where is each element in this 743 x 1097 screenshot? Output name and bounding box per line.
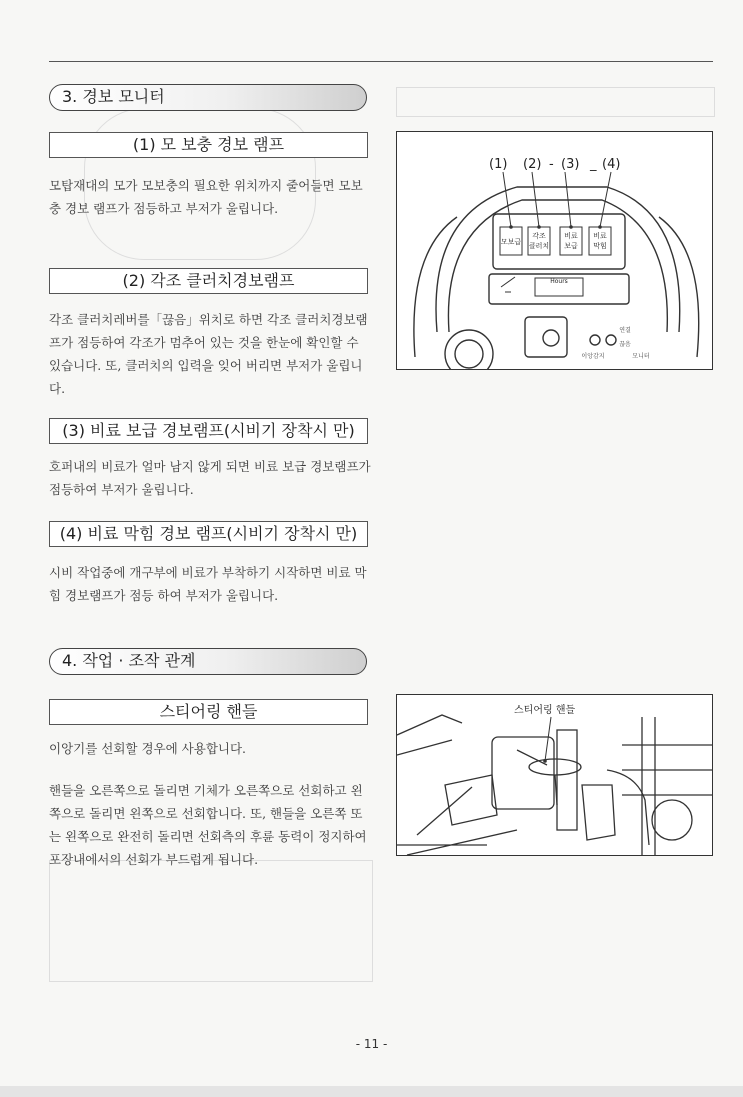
label-disconnect: 끊음 <box>619 341 631 348</box>
heading-fertilizer-supply: (3) 비료 보급 경보램프(시비기 장착시 만) <box>49 418 368 444</box>
body-fertilizer-clog: 시비 작업중에 개구부에 비료가 부착하기 시작하면 비료 막힘 경보램프가 점등 하여 부저가 울립니다. <box>49 565 367 603</box>
section-4-title: 4. 작업 · 조작 관계 <box>49 648 367 675</box>
ghost-header-box <box>396 87 715 117</box>
body-fertilizer-supply: 호퍼내의 비료가 얼마 남지 않게 되면 비료 보급 경보램프가 점등하여 부저가 울립니다. <box>49 459 371 497</box>
body-steering-intro: 이앙기를 선회할 경우에 사용합니다. <box>49 741 247 756</box>
label-monitor: 모니터 <box>632 353 650 360</box>
heading-clutch-alarm: (2) 각조 클러치경보램프 <box>49 268 368 294</box>
callout-3: (3) <box>561 157 580 172</box>
lamp-seedling-label: 모보급 <box>500 238 522 246</box>
header-rule <box>49 61 713 62</box>
callout-dash: - <box>549 157 554 172</box>
page-number: - 11 - <box>355 1037 388 1051</box>
bottom-scan-band <box>0 1086 743 1097</box>
monitor-panel-drawing <box>397 132 713 370</box>
heading-steering-handle: 스티어링 핸들 <box>49 699 368 725</box>
steering-handle-drawing <box>397 695 713 856</box>
body-steering-detail: 핸들을 오른쪽으로 돌리면 기체가 오른쪽으로 선회하고 왼쪽으로 돌리면 왼쪽으로 선회합니다. 또, 핸들을 오른쪽 또는 왼쪽으로 완전히 돌리면 선회측의 후륜 동력이 정지하여 포장내에서의 선회가 부드럽게 됩니다. <box>49 783 367 867</box>
label-connect: 연결 <box>619 327 631 334</box>
label-planting-detect: 이앙감지 <box>581 353 605 360</box>
heading-fertilizer-clog: (4) 비료 막힘 경보 램프(시비기 장착시 만) <box>49 521 368 547</box>
body-clutch-alarm: 각조 클러치레버를「끊음」위치로 하면 각조 클러치경보램프가 점등하여 각조가 멈추어 있는 것을 한눈에 확인할 수 있습니다. 또, 클러치의 입력을 잊어 버리면 부저가 울립니다. <box>49 312 368 396</box>
hours-label: Hours <box>550 278 568 285</box>
lamp-fert-clog-line2: 막힘 <box>593 242 607 250</box>
lamp-fert-supply-line1: 비료 <box>564 232 578 240</box>
body-seedling-alarm: 모탑재대의 모가 모보충의 필요한 위치까지 줄어들면 모보충 경보 램프가 점등하고 부저가 울립니다. <box>49 178 363 216</box>
steering-handle-label: 스티어링 핸들 <box>514 705 576 716</box>
callout-4: (4) <box>602 157 621 172</box>
heading-seedling-alarm: (1) 모 보충 경보 램프 <box>49 132 368 158</box>
callout-underscore: _ <box>590 157 597 172</box>
lamp-fert-clog-line1: 비료 <box>593 232 607 240</box>
lamp-fert-supply-line2: 보급 <box>564 242 578 250</box>
callout-1: (1) <box>489 157 508 172</box>
lamp-clutch-line2: 클러치 <box>528 242 550 250</box>
steering-handle-figure <box>396 694 713 856</box>
section-3-title: 3. 경보 모니터 <box>49 84 367 111</box>
ghost-table <box>49 860 373 982</box>
lamp-clutch-line1: 각조 <box>532 232 546 240</box>
monitor-panel-figure <box>396 131 713 370</box>
callout-2: (2) <box>523 157 542 172</box>
